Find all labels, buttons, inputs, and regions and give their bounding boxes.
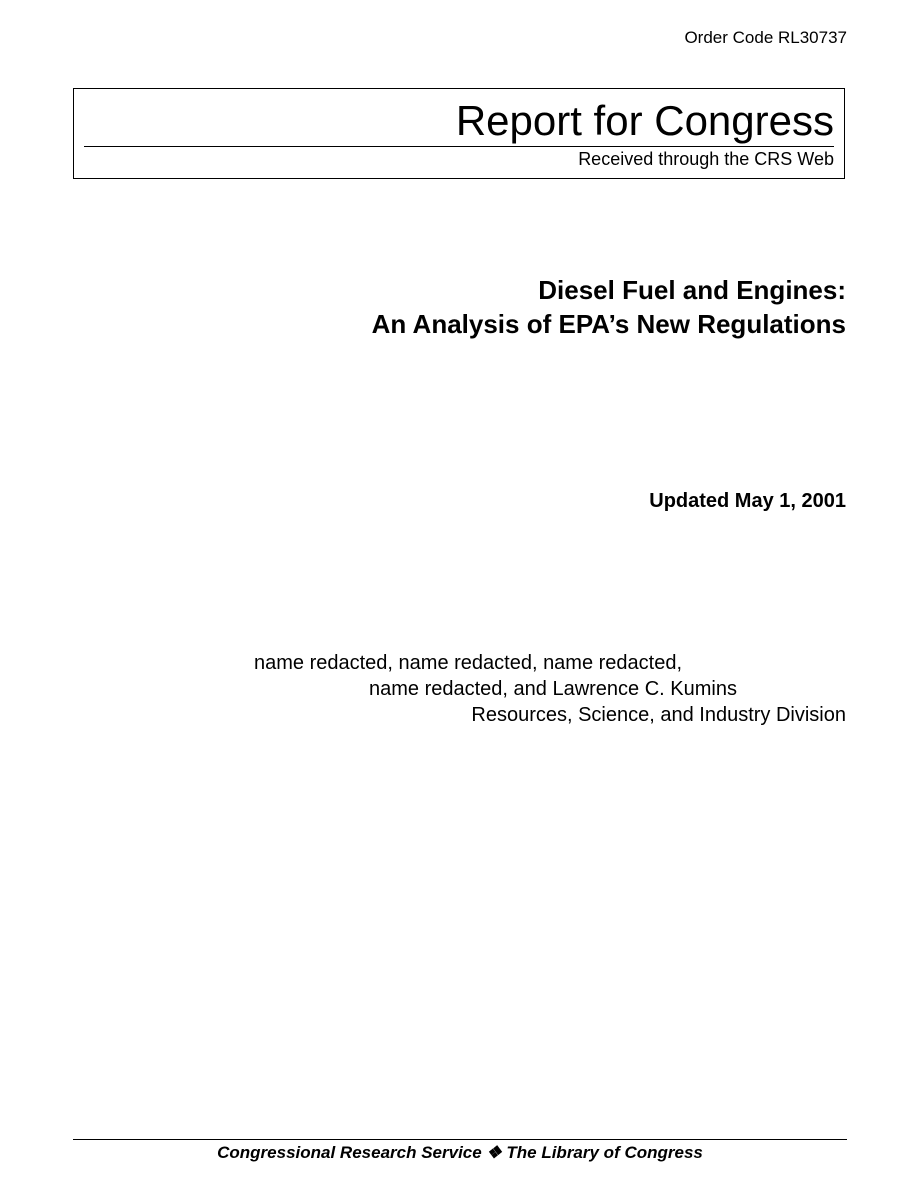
report-title: Report for Congress — [455, 97, 834, 144]
report-subtitle: Received through the CRS Web — [578, 149, 834, 169]
footer-text: Congressional Research Service ❖ The Library of Congress — [217, 1143, 703, 1162]
report-banner — [73, 88, 845, 179]
division-line: Resources, Science, and Industry Division — [471, 704, 846, 726]
footer-divider — [73, 1139, 847, 1140]
author-line-1: name redacted, name redacted, name redacted, — [254, 652, 683, 674]
document-title — [372, 273, 846, 341]
order-code: Order Code RL30737 — [684, 28, 847, 47]
document-title-line-1: Diesel Fuel and Engines: — [538, 275, 846, 305]
author-line-2: name redacted, and Lawrence C. Kumins — [369, 678, 737, 700]
updated-date: Updated May 1, 2001 — [649, 490, 846, 512]
document-title-line-2: An Analysis of EPA’s New Regulations — [371, 309, 846, 339]
report-divider — [84, 146, 834, 147]
